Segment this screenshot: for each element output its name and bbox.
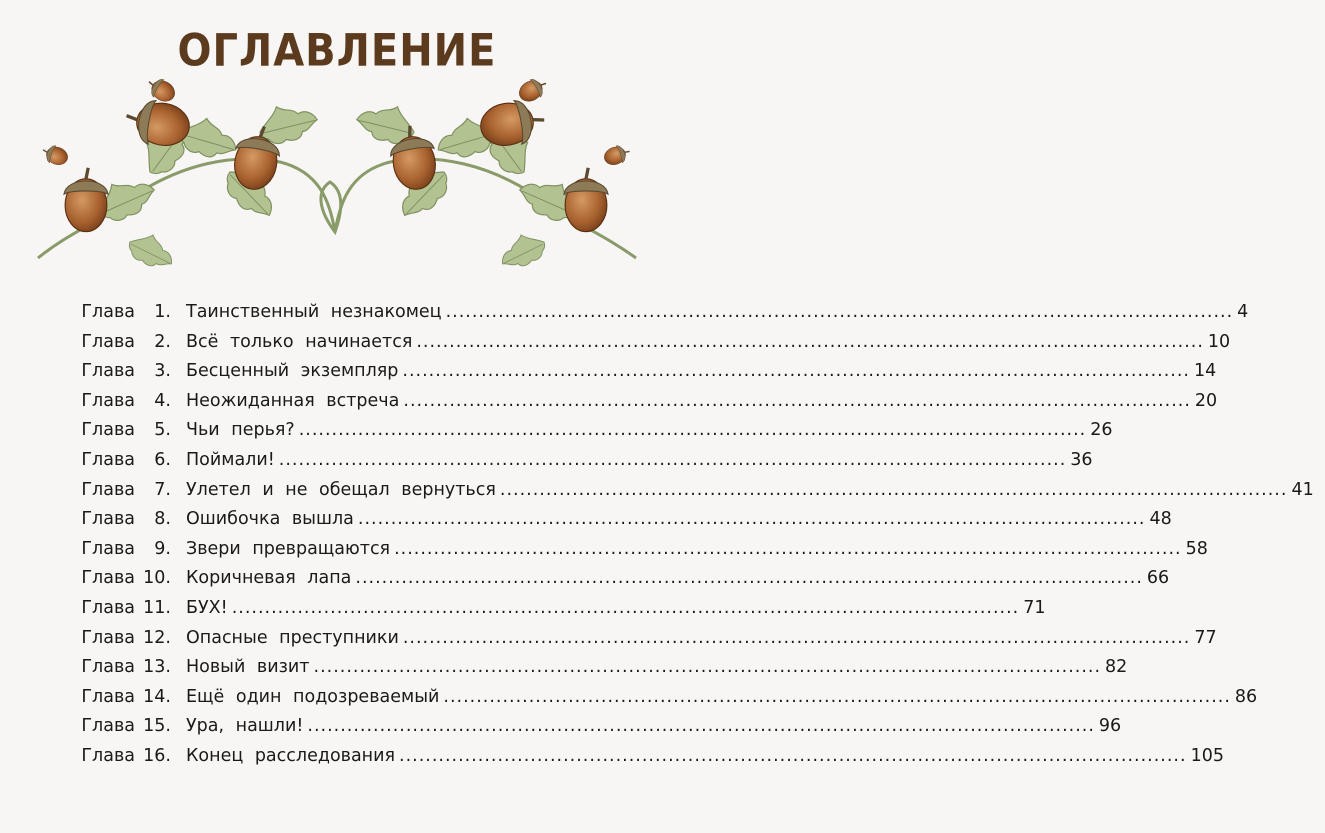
chapter-number: 9.: [154, 538, 171, 559]
chapter-number: 11.: [143, 597, 171, 618]
toc-entry: [58, 420, 1113, 450]
chapter-number: 2.: [154, 331, 171, 352]
toc-entry: [58, 686, 1258, 717]
chapter-number: 7.: [154, 479, 171, 500]
chapter-title: Конец расследования: [186, 745, 396, 766]
chapter-word: Глава: [81, 597, 135, 618]
chapter-word: Глава: [81, 686, 135, 707]
chapter-number: 12.: [143, 627, 171, 648]
dot-leader: ........................................................................................................................: [499, 479, 1288, 500]
chapter-title: Звери превращаются: [186, 538, 391, 559]
chapter-word: Глава: [81, 331, 135, 352]
chapter-label: [58, 746, 173, 766]
chapter-label: [58, 391, 173, 411]
chapter-title: Бесценный экземпляр: [186, 361, 399, 382]
page-number: 41: [1291, 479, 1314, 500]
dot-leader: ........................................................................................................................: [298, 420, 1087, 441]
chapter-label: [58, 687, 173, 707]
page-number: 36: [1070, 449, 1093, 470]
page-number: 48: [1149, 509, 1172, 530]
chapter-label: [58, 361, 173, 381]
chapter-word: Глава: [81, 479, 135, 500]
chapter-label: [58, 539, 173, 559]
chapter-label: [58, 598, 173, 618]
chapter-title: Коричневая лапа: [186, 568, 352, 589]
page-number: 20: [1194, 390, 1218, 411]
dot-leader: ........................................................................................................................: [313, 657, 1102, 678]
chapter-number: 14.: [143, 686, 171, 707]
chapter-label: [58, 420, 173, 440]
chapter-number: 13.: [143, 657, 171, 678]
chapter-word: Глава: [81, 568, 135, 589]
toc-entry: [58, 509, 1172, 539]
dot-leader: ........................................................................................................................: [278, 449, 1067, 470]
chapter-label: [58, 450, 173, 470]
toc-entry: [58, 657, 1128, 687]
chapter-number: 15.: [143, 716, 171, 737]
chapter-title: БУХ!: [186, 597, 228, 618]
toc-entry: [58, 538, 1208, 569]
chapter-title: Опасные преступники: [186, 627, 399, 648]
chapter-word: Глава: [81, 627, 135, 648]
toc-entry: [58, 302, 1249, 332]
page-number: 66: [1146, 568, 1170, 589]
toc-entry: [58, 390, 1218, 421]
chapter-label: [58, 628, 173, 648]
chapter-number: 8.: [154, 509, 171, 530]
chapter-label: [58, 302, 173, 322]
page-number: 105: [1190, 745, 1224, 766]
chapter-title: Поймали!: [186, 449, 275, 470]
chapter-number: 16.: [143, 745, 171, 766]
dot-leader: ........................................................................................................................: [399, 745, 1187, 766]
chapter-word: Глава: [81, 716, 135, 737]
dot-leader: ........................................................................................................................: [307, 716, 1095, 737]
acorn-ornament-icon: [30, 72, 644, 282]
dot-leader: ........................................................................................................................: [416, 331, 1204, 352]
dot-leader: ........................................................................................................................: [231, 597, 1020, 618]
chapter-title: Ура, нашли!: [186, 716, 304, 737]
page-number: 82: [1105, 657, 1128, 678]
chapter-title: Таинственный незнакомец: [186, 302, 442, 322]
chapter-label: [58, 332, 173, 352]
toc-entry: [58, 331, 1231, 362]
chapter-number: 6.: [154, 449, 171, 470]
chapter-title: Ещё один подозреваемый: [186, 686, 440, 707]
chapter-word: Глава: [81, 361, 135, 382]
dot-leader: ........................................................................................................................: [355, 568, 1143, 589]
toc-entry: [58, 449, 1093, 480]
page-number: 71: [1023, 597, 1046, 618]
chapter-title: Неожиданная встреча: [186, 390, 400, 411]
chapter-word: Глава: [81, 420, 135, 441]
dot-leader: ........................................................................................................................: [402, 627, 1191, 648]
page-number: 4: [1237, 302, 1249, 322]
chapter-number: 10.: [143, 568, 171, 589]
chapter-number: 4.: [154, 390, 171, 411]
chapter-word: Глава: [81, 657, 135, 678]
chapter-word: Глава: [81, 509, 135, 530]
chapter-word: Глава: [81, 449, 135, 470]
chapter-word: Глава: [81, 538, 135, 559]
chapter-title: Чьи перья?: [186, 420, 295, 441]
toc-entry: [58, 597, 1046, 628]
chapter-title: Всё только начинается: [186, 331, 413, 352]
chapter-title: Новый визит: [186, 657, 310, 678]
toc-entry: [58, 745, 1224, 776]
table-of-contents: [58, 302, 1314, 776]
toc-entry: [58, 716, 1122, 746]
page-number: 10: [1207, 331, 1231, 352]
page-number: 26: [1090, 420, 1113, 441]
toc-entry: [58, 479, 1314, 510]
dot-leader: ........................................................................................................................: [394, 538, 1182, 559]
dot-leader: ........................................................................................................................: [445, 302, 1234, 322]
chapter-label: [58, 480, 173, 500]
chapter-word: Глава: [81, 302, 135, 322]
chapter-label: [58, 568, 173, 588]
chapter-label: [58, 716, 173, 736]
chapter-number: 3.: [154, 361, 171, 382]
toc-entry: [58, 361, 1217, 391]
dot-leader: ........................................................................................................................: [443, 686, 1231, 707]
page-number: 96: [1098, 716, 1122, 737]
chapter-word: Глава: [81, 390, 135, 411]
chapter-number: 1.: [154, 302, 171, 322]
toc-entry: [58, 568, 1170, 598]
page-number: 58: [1185, 538, 1208, 559]
chapter-label: [58, 509, 173, 529]
chapter-title: Ошибочка вышла: [186, 509, 354, 530]
chapter-number: 5.: [154, 420, 171, 441]
dot-leader: ........................................................................................................................: [402, 361, 1190, 382]
chapter-word: Глава: [81, 745, 135, 766]
dot-leader: ........................................................................................................................: [403, 390, 1191, 411]
toc-entry: [58, 627, 1217, 658]
page-number: 14: [1193, 361, 1217, 382]
chapter-label: [58, 657, 173, 677]
page-number: 77: [1194, 627, 1217, 648]
page-number: 86: [1234, 686, 1258, 707]
page-title: ОГЛАВЛЕНИЕ: [177, 25, 497, 77]
dot-leader: ........................................................................................................................: [357, 509, 1146, 530]
chapter-title: Улетел и не обещал вернуться: [186, 479, 496, 500]
